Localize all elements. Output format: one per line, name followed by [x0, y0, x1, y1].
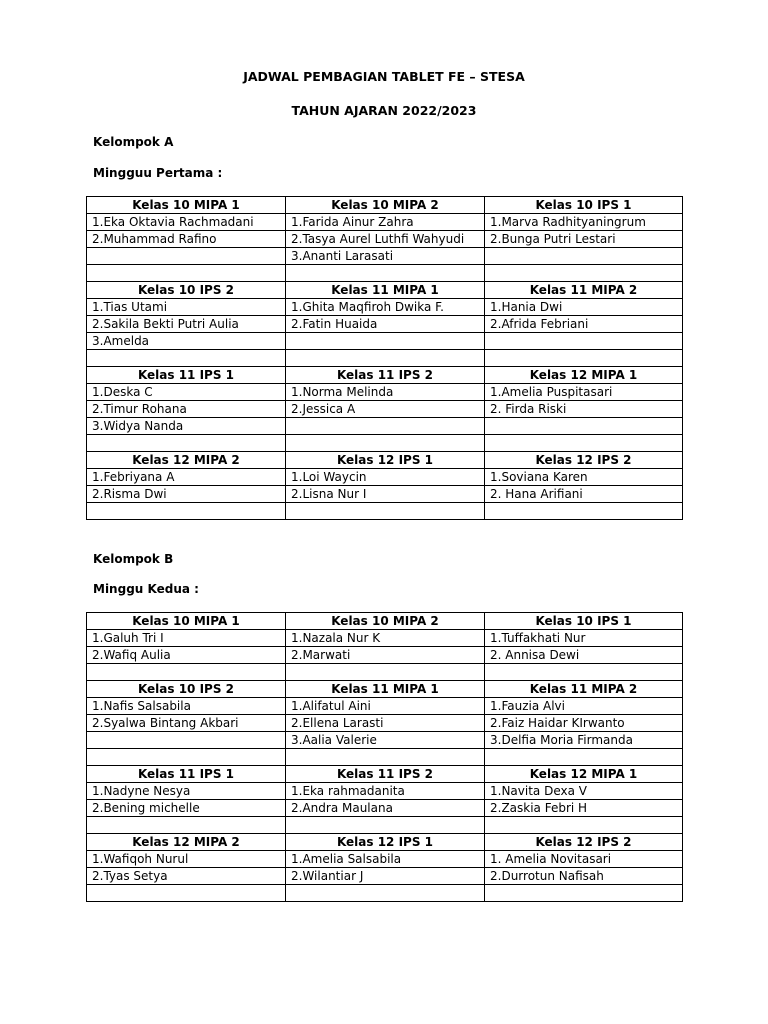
- student-cell: [485, 435, 683, 452]
- student-cell: 2.Tyas Setya: [87, 868, 286, 885]
- student-cell: 1.Fauzia Alvi: [485, 698, 683, 715]
- student-cell: [485, 248, 683, 265]
- class-header: Kelas 11 IPS 1: [87, 766, 286, 783]
- student-cell: 2.Fatin Huaida: [286, 316, 485, 333]
- class-header: Kelas 10 IPS 2: [87, 681, 286, 698]
- student-cell: [286, 435, 485, 452]
- student-cell: 3.Aalia Valerie: [286, 732, 485, 749]
- student-row: [87, 401, 683, 418]
- group-a-label: Kelompok A: [93, 135, 174, 149]
- student-cell: 3.Delfia Moria Firmanda: [485, 732, 683, 749]
- class-header: Kelas 11 MIPA 2: [485, 681, 683, 698]
- student-cell: [286, 664, 485, 681]
- student-cell: 2. Firda Riski: [485, 401, 683, 418]
- student-cell: 1.Galuh Tri I: [87, 630, 286, 647]
- student-cell: 2.Risma Dwi: [87, 486, 286, 503]
- student-row: [87, 418, 683, 435]
- student-cell: 1.Norma Melinda: [286, 384, 485, 401]
- student-row: [87, 214, 683, 231]
- student-row: [87, 486, 683, 503]
- student-cell: 2.Andra Maulana: [286, 800, 485, 817]
- student-cell: 1.Tias Utami: [87, 299, 286, 316]
- student-row: [87, 868, 683, 885]
- student-cell: 1.Hania Dwi: [485, 299, 683, 316]
- student-cell: [485, 418, 683, 435]
- student-cell: 1.Eka Oktavia Rachmadani: [87, 214, 286, 231]
- student-cell: [485, 265, 683, 282]
- student-cell: 2.Wilantiar J: [286, 868, 485, 885]
- student-cell: 2.Durrotun Nafisah: [485, 868, 683, 885]
- student-row: [87, 299, 683, 316]
- student-cell: 2.Tasya Aurel Luthfi Wahyudi: [286, 231, 485, 248]
- student-cell: [87, 503, 286, 520]
- student-row: [87, 630, 683, 647]
- student-cell: 3.Widya Nanda: [87, 418, 286, 435]
- student-cell: [87, 248, 286, 265]
- student-row: [87, 231, 683, 248]
- class-header: Kelas 10 IPS 1: [485, 197, 683, 214]
- student-cell: 1.Farida Ainur Zahra: [286, 214, 485, 231]
- class-header: Kelas 12 MIPA 2: [87, 834, 286, 851]
- student-cell: 2.Marwati: [286, 647, 485, 664]
- group-b-label: Kelompok B: [93, 552, 174, 566]
- student-cell: 2.Zaskia Febri H: [485, 800, 683, 817]
- class-header: Kelas 11 IPS 2: [286, 367, 485, 384]
- student-row: [87, 333, 683, 350]
- class-header-row: [87, 282, 683, 299]
- student-row: [87, 783, 683, 800]
- student-row: [87, 248, 683, 265]
- class-header: Kelas 12 IPS 1: [286, 452, 485, 469]
- class-header-row: [87, 367, 683, 384]
- student-cell: 2. Hana Arifiani: [485, 486, 683, 503]
- student-cell: 2.Muhammad Rafino: [87, 231, 286, 248]
- student-cell: 1.Tuffakhati Nur: [485, 630, 683, 647]
- class-header-row: [87, 834, 683, 851]
- group-b-week-label: Minggu Kedua :: [93, 582, 199, 596]
- student-cell: [87, 732, 286, 749]
- student-cell: 2.Syalwa Bintang Akbari: [87, 715, 286, 732]
- student-cell: [485, 664, 683, 681]
- student-cell: 2.Sakila Bekti Putri Aulia: [87, 316, 286, 333]
- student-cell: 1.Amelia Salsabila: [286, 851, 485, 868]
- student-row: [87, 435, 683, 452]
- document-title: JADWAL PEMBAGIAN TABLET FE – STESA: [243, 69, 525, 84]
- class-header-row: [87, 766, 683, 783]
- student-row: [87, 715, 683, 732]
- student-row: [87, 265, 683, 282]
- student-cell: [87, 350, 286, 367]
- student-row: [87, 885, 683, 902]
- student-row: [87, 647, 683, 664]
- student-cell: [286, 350, 485, 367]
- student-cell: [485, 333, 683, 350]
- student-cell: 1. Amelia Novitasari: [485, 851, 683, 868]
- student-cell: 2.Wafiq Aulia: [87, 647, 286, 664]
- schedule-table-group-b: [86, 612, 683, 902]
- student-cell: 1.Soviana Karen: [485, 469, 683, 486]
- class-header: Kelas 10 MIPA 1: [87, 613, 286, 630]
- student-cell: 2.Bunga Putri Lestari: [485, 231, 683, 248]
- student-row: [87, 350, 683, 367]
- class-header: Kelas 10 MIPA 2: [286, 613, 485, 630]
- student-row: [87, 664, 683, 681]
- class-header: Kelas 12 IPS 1: [286, 834, 485, 851]
- student-row: [87, 732, 683, 749]
- student-cell: 1.Febriyana A: [87, 469, 286, 486]
- class-header-row: [87, 452, 683, 469]
- student-cell: 1.Nazala Nur K: [286, 630, 485, 647]
- class-header: Kelas 12 IPS 2: [485, 452, 683, 469]
- class-header: Kelas 12 MIPA 1: [485, 766, 683, 783]
- class-header: Kelas 12 IPS 2: [485, 834, 683, 851]
- student-cell: [485, 503, 683, 520]
- student-cell: [286, 418, 485, 435]
- student-row: [87, 698, 683, 715]
- student-cell: [485, 817, 683, 834]
- student-cell: 1.Nafis Salsabila: [87, 698, 286, 715]
- student-cell: [485, 350, 683, 367]
- student-row: [87, 851, 683, 868]
- class-header: Kelas 11 IPS 1: [87, 367, 286, 384]
- group-a-week-label: Mingguu Pertama :: [93, 166, 223, 180]
- class-header: Kelas 10 MIPA 2: [286, 197, 485, 214]
- student-row: [87, 503, 683, 520]
- student-cell: 1.Marva Radhityaningrum: [485, 214, 683, 231]
- student-cell: 2.Jessica A: [286, 401, 485, 418]
- class-header: Kelas 12 MIPA 1: [485, 367, 683, 384]
- class-header: Kelas 11 MIPA 2: [485, 282, 683, 299]
- student-cell: 2.Lisna Nur I: [286, 486, 485, 503]
- student-row: [87, 800, 683, 817]
- student-cell: 1.Navita Dexa V: [485, 783, 683, 800]
- class-header: Kelas 12 MIPA 2: [87, 452, 286, 469]
- student-cell: [87, 885, 286, 902]
- student-cell: 1.Deska C: [87, 384, 286, 401]
- schedule-table-group-a: [86, 196, 683, 520]
- student-row: [87, 749, 683, 766]
- student-cell: [87, 749, 286, 766]
- student-cell: [87, 435, 286, 452]
- student-cell: 1.Amelia Puspitasari: [485, 384, 683, 401]
- class-header: Kelas 11 MIPA 1: [286, 282, 485, 299]
- student-cell: [286, 885, 485, 902]
- student-cell: 2.Bening michelle: [87, 800, 286, 817]
- class-header-row: [87, 197, 683, 214]
- student-cell: 1.Nadyne Nesya: [87, 783, 286, 800]
- student-cell: [485, 885, 683, 902]
- student-cell: [286, 503, 485, 520]
- student-cell: 1.Alifatul Aini: [286, 698, 485, 715]
- student-cell: [87, 817, 286, 834]
- student-cell: 1.Wafiqoh Nurul: [87, 851, 286, 868]
- class-header: Kelas 10 IPS 1: [485, 613, 683, 630]
- student-cell: [286, 333, 485, 350]
- class-header: Kelas 10 IPS 2: [87, 282, 286, 299]
- student-row: [87, 316, 683, 333]
- student-cell: 2.Afrida Febriani: [485, 316, 683, 333]
- document-subtitle: TAHUN AJARAN 2022/2023: [291, 103, 477, 118]
- student-cell: 1.Eka rahmadanita: [286, 783, 485, 800]
- student-row: [87, 469, 683, 486]
- student-cell: 2. Annisa Dewi: [485, 647, 683, 664]
- class-header-row: [87, 681, 683, 698]
- student-row: [87, 384, 683, 401]
- student-cell: 1.Ghita Maqfiroh Dwika F.: [286, 299, 485, 316]
- student-cell: [286, 749, 485, 766]
- student-cell: 1.Loi Waycin: [286, 469, 485, 486]
- student-cell: 3.Ananti Larasati: [286, 248, 485, 265]
- student-cell: [87, 265, 286, 282]
- class-header-row: [87, 613, 683, 630]
- student-cell: 2.Ellena Larasti: [286, 715, 485, 732]
- student-cell: [286, 817, 485, 834]
- class-header: Kelas 10 MIPA 1: [87, 197, 286, 214]
- student-cell: [87, 664, 286, 681]
- student-cell: 2.Faiz Haidar KIrwanto: [485, 715, 683, 732]
- student-cell: [286, 265, 485, 282]
- student-row: [87, 817, 683, 834]
- student-cell: 2.Timur Rohana: [87, 401, 286, 418]
- student-cell: [485, 749, 683, 766]
- student-cell: 3.Amelda: [87, 333, 286, 350]
- class-header: Kelas 11 IPS 2: [286, 766, 485, 783]
- class-header: Kelas 11 MIPA 1: [286, 681, 485, 698]
